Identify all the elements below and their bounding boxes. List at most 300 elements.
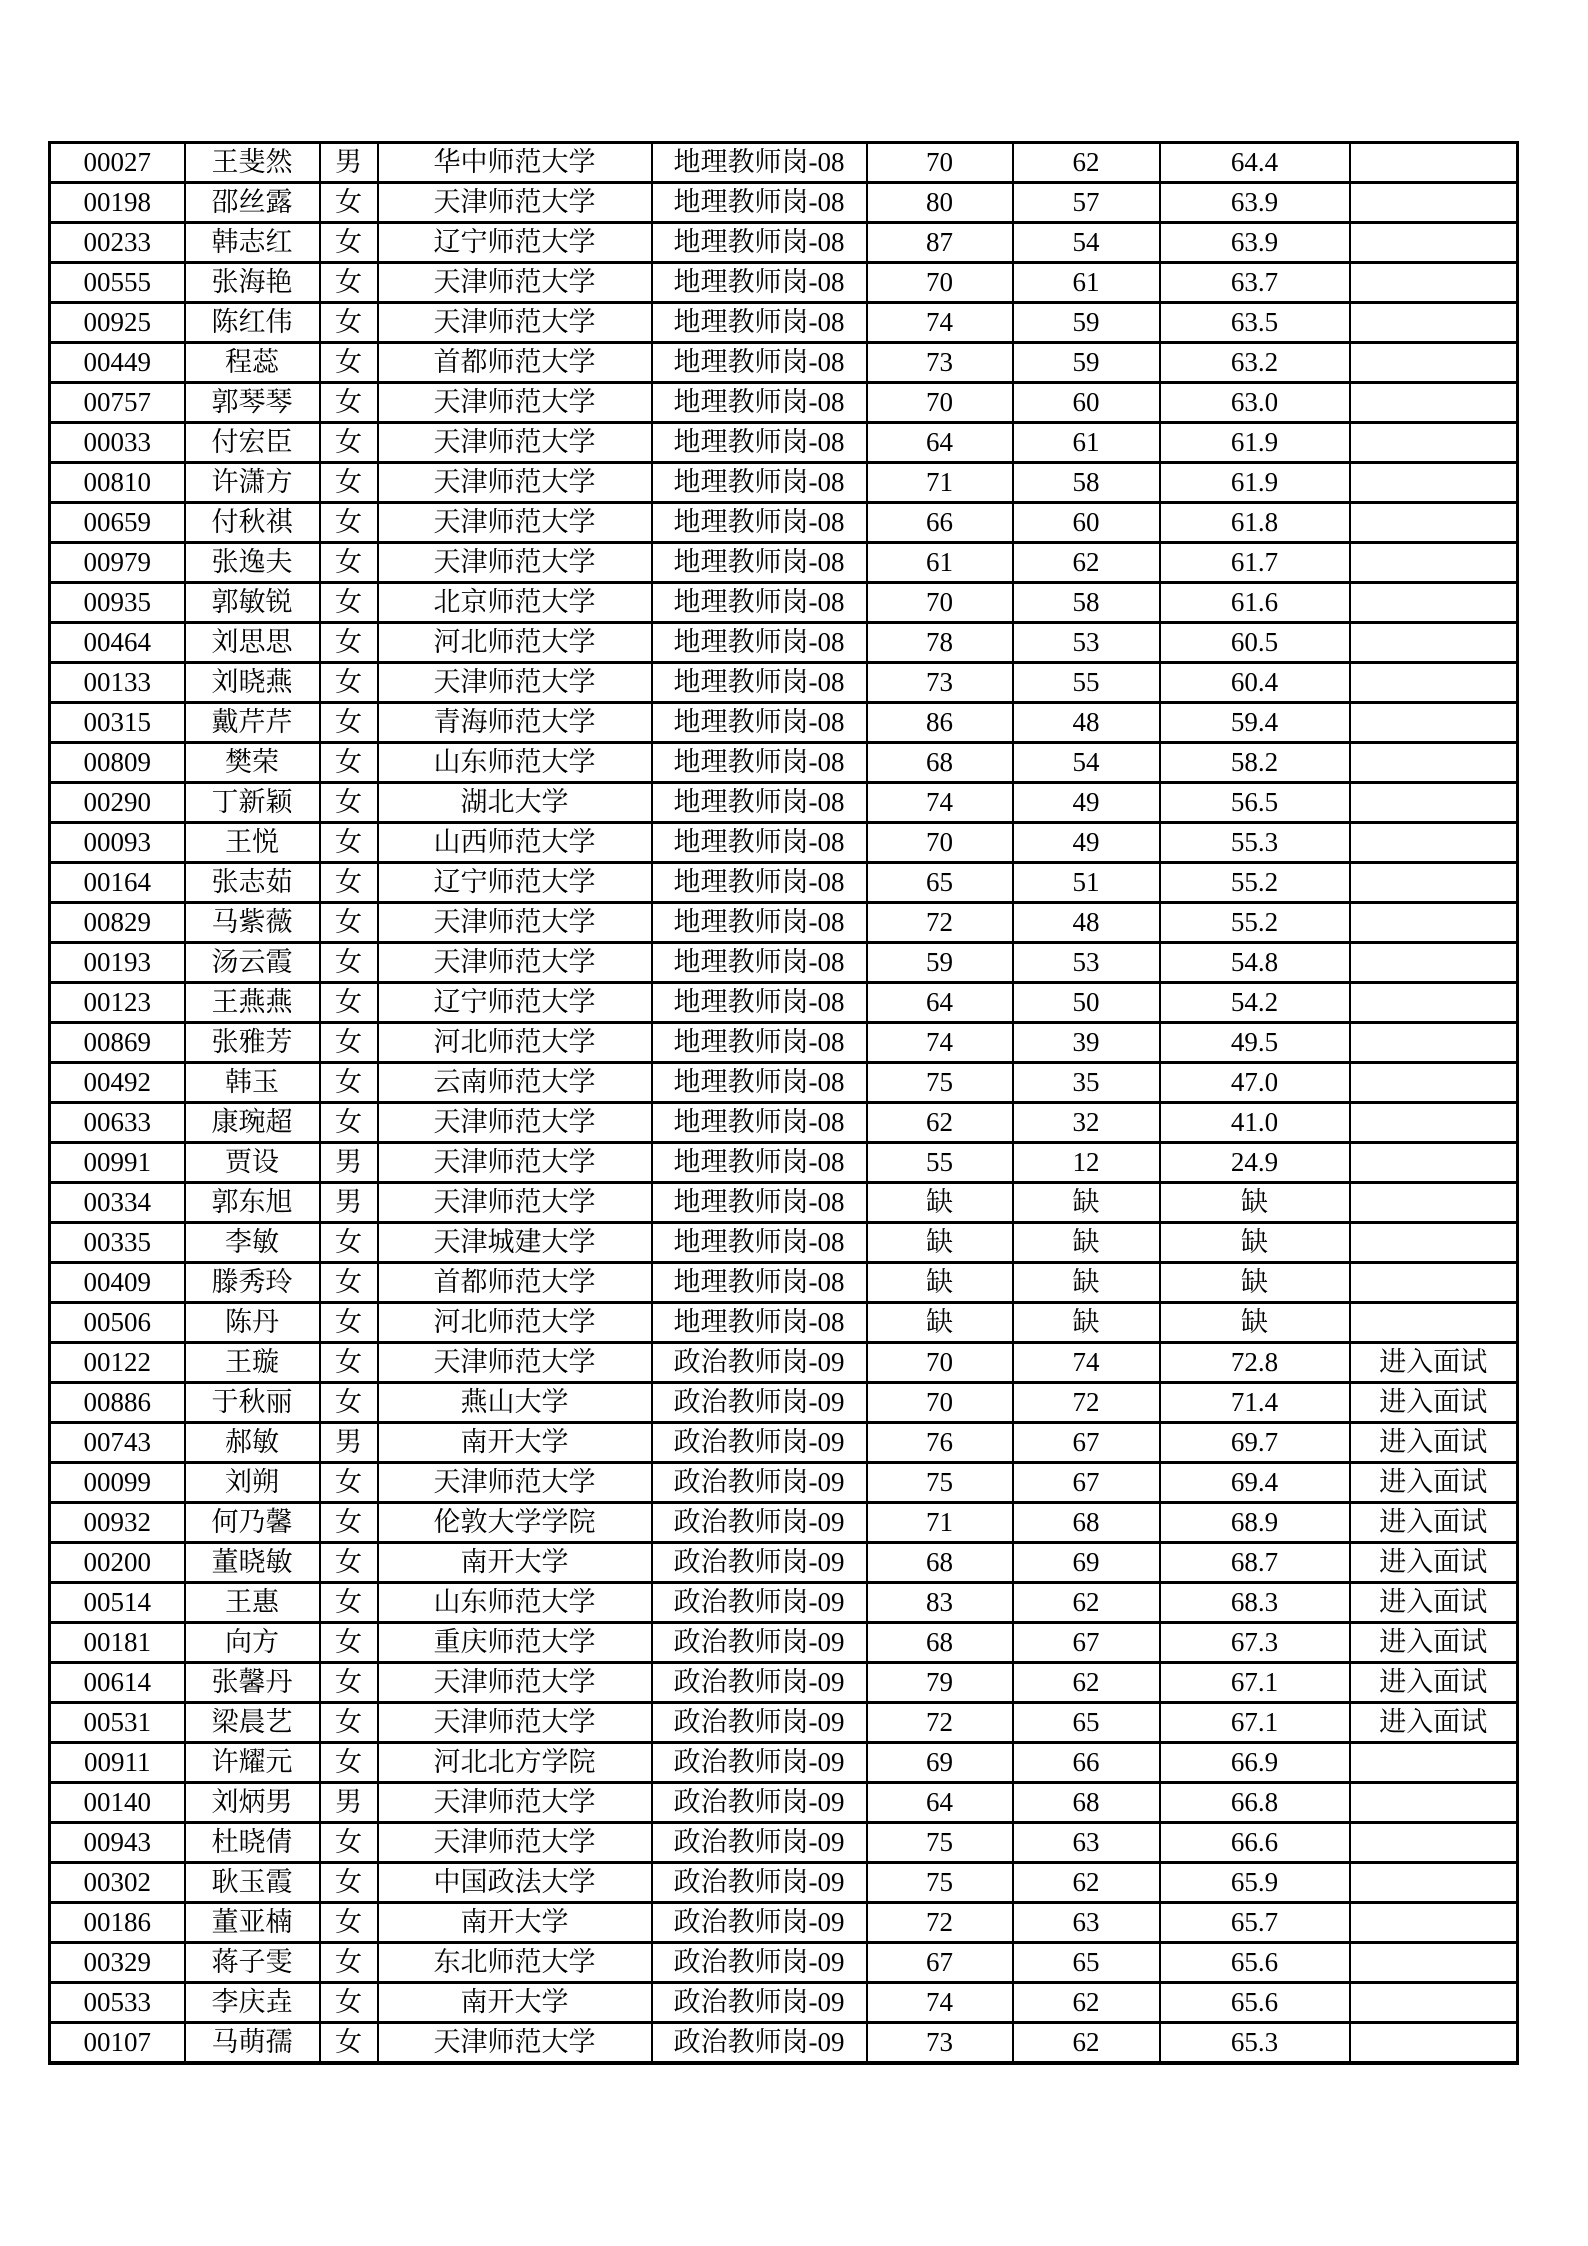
cell-university: 天津师范大学 (378, 1783, 652, 1823)
cell-id: 00329 (50, 1943, 185, 1983)
cell-position: 地理教师岗-08 (652, 1063, 867, 1103)
cell-remark (1350, 1863, 1518, 1903)
cell-remark (1350, 743, 1518, 783)
cell-final_score: 54.8 (1160, 943, 1350, 983)
cell-remark (1350, 1303, 1518, 1343)
table-row (50, 823, 1518, 863)
cell-remark (1350, 2023, 1518, 2064)
cell-final_score: 61.9 (1160, 423, 1350, 463)
cell-name: 李敏 (185, 1223, 320, 1263)
cell-position: 地理教师岗-08 (652, 743, 867, 783)
cell-id: 00829 (50, 903, 185, 943)
cell-score2: 57 (1013, 183, 1160, 223)
cell-final_score: 41.0 (1160, 1103, 1350, 1143)
cell-university: 中国政法大学 (378, 1863, 652, 1903)
table-row (50, 1383, 1518, 1423)
cell-university: 天津师范大学 (378, 943, 652, 983)
cell-score2: 65 (1013, 1703, 1160, 1743)
cell-id: 00932 (50, 1503, 185, 1543)
cell-score2: 74 (1013, 1343, 1160, 1383)
cell-final_score: 71.4 (1160, 1383, 1350, 1423)
cell-position: 政治教师岗-09 (652, 1663, 867, 1703)
table-row (50, 303, 1518, 343)
cell-university: 河北师范大学 (378, 623, 652, 663)
cell-final_score: 55.2 (1160, 903, 1350, 943)
cell-gender: 女 (320, 2023, 378, 2064)
cell-final_score: 65.3 (1160, 2023, 1350, 2064)
table-row (50, 1263, 1518, 1303)
cell-name: 程蕊 (185, 343, 320, 383)
cell-id: 00659 (50, 503, 185, 543)
cell-university: 南开大学 (378, 1543, 652, 1583)
cell-remark (1350, 143, 1518, 183)
cell-position: 政治教师岗-09 (652, 1783, 867, 1823)
cell-name: 王燕燕 (185, 983, 320, 1023)
cell-remark: 进入面试 (1350, 1343, 1518, 1383)
cell-name: 陈红伟 (185, 303, 320, 343)
cell-gender: 男 (320, 1143, 378, 1183)
cell-remark (1350, 303, 1518, 343)
cell-name: 丁新颖 (185, 783, 320, 823)
cell-score2: 32 (1013, 1103, 1160, 1143)
cell-score1: 61 (867, 543, 1013, 583)
cell-position: 地理教师岗-08 (652, 143, 867, 183)
cell-id: 00107 (50, 2023, 185, 2064)
cell-position: 政治教师岗-09 (652, 1463, 867, 1503)
cell-score2: 12 (1013, 1143, 1160, 1183)
cell-final_score: 66.6 (1160, 1823, 1350, 1863)
cell-id: 00027 (50, 143, 185, 183)
cell-position: 地理教师岗-08 (652, 183, 867, 223)
cell-university: 天津师范大学 (378, 1103, 652, 1143)
table-row (50, 1743, 1518, 1783)
cell-name: 张志茹 (185, 863, 320, 903)
cell-name: 郭东旭 (185, 1183, 320, 1223)
cell-id: 00164 (50, 863, 185, 903)
cell-score2: 54 (1013, 743, 1160, 783)
cell-position: 地理教师岗-08 (652, 663, 867, 703)
cell-position: 地理教师岗-08 (652, 1303, 867, 1343)
cell-score1: 缺 (867, 1263, 1013, 1303)
cell-university: 河北师范大学 (378, 1303, 652, 1343)
table-row (50, 1983, 1518, 2023)
cell-final_score: 67.1 (1160, 1663, 1350, 1703)
cell-name: 李庆垚 (185, 1983, 320, 2023)
table-row (50, 583, 1518, 623)
cell-final_score: 缺 (1160, 1303, 1350, 1343)
cell-final_score: 66.8 (1160, 1783, 1350, 1823)
cell-position: 政治教师岗-09 (652, 1943, 867, 1983)
cell-final_score: 24.9 (1160, 1143, 1350, 1183)
cell-gender: 女 (320, 1863, 378, 1903)
cell-id: 00531 (50, 1703, 185, 1743)
cell-score1: 67 (867, 1943, 1013, 1983)
cell-final_score: 63.7 (1160, 263, 1350, 303)
cell-score1: 70 (867, 583, 1013, 623)
cell-name: 王悦 (185, 823, 320, 863)
cell-position: 政治教师岗-09 (652, 1583, 867, 1623)
cell-gender: 男 (320, 1423, 378, 1463)
cell-gender: 女 (320, 223, 378, 263)
cell-gender: 女 (320, 343, 378, 383)
cell-remark (1350, 863, 1518, 903)
cell-final_score: 47.0 (1160, 1063, 1350, 1103)
cell-id: 00099 (50, 1463, 185, 1503)
cell-position: 政治教师岗-09 (652, 1623, 867, 1663)
cell-name: 董亚楠 (185, 1903, 320, 1943)
cell-score1: 68 (867, 1543, 1013, 1583)
cell-position: 政治教师岗-09 (652, 1343, 867, 1383)
cell-name: 陈丹 (185, 1303, 320, 1343)
cell-name: 付宏臣 (185, 423, 320, 463)
cell-final_score: 63.9 (1160, 223, 1350, 263)
cell-position: 地理教师岗-08 (652, 903, 867, 943)
cell-score2: 62 (1013, 143, 1160, 183)
cell-score1: 74 (867, 1983, 1013, 2023)
cell-gender: 女 (320, 1623, 378, 1663)
cell-university: 天津师范大学 (378, 303, 652, 343)
cell-gender: 女 (320, 623, 378, 663)
cell-position: 地理教师岗-08 (652, 343, 867, 383)
cell-final_score: 68.3 (1160, 1583, 1350, 1623)
cell-university: 辽宁师范大学 (378, 223, 652, 263)
cell-final_score: 缺 (1160, 1223, 1350, 1263)
table-row (50, 1543, 1518, 1583)
cell-university: 天津师范大学 (378, 543, 652, 583)
cell-final_score: 61.6 (1160, 583, 1350, 623)
cell-id: 00181 (50, 1623, 185, 1663)
cell-remark (1350, 663, 1518, 703)
cell-name: 张馨丹 (185, 1663, 320, 1703)
cell-score2: 39 (1013, 1023, 1160, 1063)
cell-remark (1350, 983, 1518, 1023)
cell-score1: 缺 (867, 1183, 1013, 1223)
cell-position: 地理教师岗-08 (652, 1023, 867, 1063)
cell-id: 00514 (50, 1583, 185, 1623)
cell-score1: 74 (867, 1023, 1013, 1063)
table-row (50, 1343, 1518, 1383)
cell-name: 向方 (185, 1623, 320, 1663)
cell-position: 地理教师岗-08 (652, 303, 867, 343)
cell-gender: 女 (320, 423, 378, 463)
cell-id: 00140 (50, 1783, 185, 1823)
cell-name: 王璇 (185, 1343, 320, 1383)
cell-university: 湖北大学 (378, 783, 652, 823)
cell-position: 地理教师岗-08 (652, 943, 867, 983)
cell-id: 00492 (50, 1063, 185, 1103)
cell-id: 00409 (50, 1263, 185, 1303)
cell-name: 王斐然 (185, 143, 320, 183)
cell-final_score: 54.2 (1160, 983, 1350, 1023)
cell-id: 00809 (50, 743, 185, 783)
cell-remark (1350, 583, 1518, 623)
cell-final_score: 67.1 (1160, 1703, 1350, 1743)
table-row (50, 1143, 1518, 1183)
cell-id: 00533 (50, 1983, 185, 2023)
cell-remark (1350, 463, 1518, 503)
cell-gender: 女 (320, 463, 378, 503)
cell-remark (1350, 1063, 1518, 1103)
cell-gender: 女 (320, 1583, 378, 1623)
cell-gender: 女 (320, 943, 378, 983)
cell-score2: 49 (1013, 783, 1160, 823)
cell-gender: 女 (320, 1383, 378, 1423)
cell-position: 地理教师岗-08 (652, 1263, 867, 1303)
cell-score2: 62 (1013, 1863, 1160, 1903)
table-row (50, 1703, 1518, 1743)
cell-id: 00302 (50, 1863, 185, 1903)
table-row (50, 1463, 1518, 1503)
cell-gender: 女 (320, 863, 378, 903)
cell-score2: 68 (1013, 1783, 1160, 1823)
cell-gender: 女 (320, 703, 378, 743)
cell-score2: 缺 (1013, 1263, 1160, 1303)
cell-score2: 35 (1013, 1063, 1160, 1103)
cell-position: 地理教师岗-08 (652, 1103, 867, 1143)
cell-score1: 68 (867, 743, 1013, 783)
cell-score1: 70 (867, 1383, 1013, 1423)
cell-id: 00911 (50, 1743, 185, 1783)
cell-remark (1350, 1903, 1518, 1943)
cell-score2: 59 (1013, 303, 1160, 343)
cell-name: 戴芹芹 (185, 703, 320, 743)
cell-gender: 女 (320, 1503, 378, 1543)
cell-university: 燕山大学 (378, 1383, 652, 1423)
cell-remark: 进入面试 (1350, 1623, 1518, 1663)
cell-score2: 49 (1013, 823, 1160, 863)
table-row (50, 183, 1518, 223)
cell-final_score: 72.8 (1160, 1343, 1350, 1383)
cell-score1: 71 (867, 1503, 1013, 1543)
cell-university: 天津师范大学 (378, 183, 652, 223)
cell-id: 00979 (50, 543, 185, 583)
cell-score2: 59 (1013, 343, 1160, 383)
cell-score2: 55 (1013, 663, 1160, 703)
cell-university: 东北师范大学 (378, 1943, 652, 1983)
cell-name: 耿玉霞 (185, 1863, 320, 1903)
cell-id: 00133 (50, 663, 185, 703)
cell-university: 天津师范大学 (378, 1143, 652, 1183)
cell-gender: 女 (320, 1943, 378, 1983)
cell-position: 政治教师岗-09 (652, 1423, 867, 1463)
cell-final_score: 66.9 (1160, 1743, 1350, 1783)
cell-score2: 63 (1013, 1903, 1160, 1943)
table-row (50, 1063, 1518, 1103)
cell-final_score: 58.2 (1160, 743, 1350, 783)
cell-final_score: 61.9 (1160, 463, 1350, 503)
cell-final_score: 64.4 (1160, 143, 1350, 183)
cell-gender: 女 (320, 543, 378, 583)
table-row (50, 1023, 1518, 1063)
cell-score2: 53 (1013, 623, 1160, 663)
cell-position: 地理教师岗-08 (652, 1143, 867, 1183)
cell-score1: 76 (867, 1423, 1013, 1463)
cell-id: 00555 (50, 263, 185, 303)
cell-score2: 58 (1013, 583, 1160, 623)
cell-score1: 73 (867, 343, 1013, 383)
cell-final_score: 缺 (1160, 1183, 1350, 1223)
table-row (50, 263, 1518, 303)
cell-score2: 66 (1013, 1743, 1160, 1783)
cell-score2: 67 (1013, 1423, 1160, 1463)
cell-position: 地理教师岗-08 (652, 543, 867, 583)
table-row (50, 343, 1518, 383)
table-row (50, 623, 1518, 663)
cell-position: 地理教师岗-08 (652, 703, 867, 743)
cell-university: 天津师范大学 (378, 383, 652, 423)
cell-name: 于秋丽 (185, 1383, 320, 1423)
cell-university: 南开大学 (378, 1423, 652, 1463)
cell-name: 梁晨艺 (185, 1703, 320, 1743)
cell-score2: 62 (1013, 1983, 1160, 2023)
cell-gender: 女 (320, 1703, 378, 1743)
cell-score2: 69 (1013, 1543, 1160, 1583)
cell-gender: 女 (320, 1303, 378, 1343)
cell-remark (1350, 383, 1518, 423)
cell-remark (1350, 903, 1518, 943)
cell-remark: 进入面试 (1350, 1663, 1518, 1703)
cell-score1: 55 (867, 1143, 1013, 1183)
cell-remark (1350, 343, 1518, 383)
cell-remark (1350, 783, 1518, 823)
table-row (50, 223, 1518, 263)
cell-position: 政治教师岗-09 (652, 1743, 867, 1783)
cell-id: 00334 (50, 1183, 185, 1223)
cell-name: 许耀元 (185, 1743, 320, 1783)
cell-position: 政治教师岗-09 (652, 1903, 867, 1943)
cell-score1: 75 (867, 1463, 1013, 1503)
cell-score2: 63 (1013, 1823, 1160, 1863)
table-row (50, 863, 1518, 903)
cell-gender: 女 (320, 383, 378, 423)
table-row (50, 1623, 1518, 1663)
cell-university: 天津师范大学 (378, 1823, 652, 1863)
cell-name: 张逸夫 (185, 543, 320, 583)
table-row (50, 1663, 1518, 1703)
cell-position: 地理教师岗-08 (652, 983, 867, 1023)
cell-university: 天津师范大学 (378, 503, 652, 543)
cell-score2: 缺 (1013, 1183, 1160, 1223)
cell-final_score: 63.0 (1160, 383, 1350, 423)
cell-score2: 53 (1013, 943, 1160, 983)
cell-name: 许潇方 (185, 463, 320, 503)
cell-score1: 71 (867, 463, 1013, 503)
cell-score1: 64 (867, 983, 1013, 1023)
table-row (50, 1903, 1518, 1943)
cell-id: 00093 (50, 823, 185, 863)
cell-gender: 女 (320, 263, 378, 303)
table-row (50, 703, 1518, 743)
cell-score1: 72 (867, 1903, 1013, 1943)
cell-name: 张雅芳 (185, 1023, 320, 1063)
cell-university: 北京师范大学 (378, 583, 652, 623)
cell-remark (1350, 703, 1518, 743)
cell-final_score: 63.5 (1160, 303, 1350, 343)
cell-name: 康琬超 (185, 1103, 320, 1143)
cell-gender: 女 (320, 1023, 378, 1063)
cell-score1: 66 (867, 503, 1013, 543)
cell-score2: 50 (1013, 983, 1160, 1023)
cell-score2: 62 (1013, 1663, 1160, 1703)
cell-university: 山东师范大学 (378, 1583, 652, 1623)
cell-position: 地理教师岗-08 (652, 823, 867, 863)
cell-gender: 女 (320, 823, 378, 863)
cell-final_score: 55.2 (1160, 863, 1350, 903)
cell-score2: 54 (1013, 223, 1160, 263)
cell-university: 天津城建大学 (378, 1223, 652, 1263)
cell-name: 何乃馨 (185, 1503, 320, 1543)
cell-final_score: 65.6 (1160, 1983, 1350, 2023)
cell-score1: 74 (867, 783, 1013, 823)
cell-final_score: 59.4 (1160, 703, 1350, 743)
cell-score1: 75 (867, 1063, 1013, 1103)
cell-gender: 女 (320, 663, 378, 703)
cell-score1: 64 (867, 423, 1013, 463)
cell-score1: 65 (867, 863, 1013, 903)
cell-final_score: 65.6 (1160, 1943, 1350, 1983)
cell-score1: 72 (867, 1703, 1013, 1743)
cell-score2: 72 (1013, 1383, 1160, 1423)
cell-score2: 缺 (1013, 1223, 1160, 1263)
cell-id: 00200 (50, 1543, 185, 1583)
cell-score1: 64 (867, 1783, 1013, 1823)
cell-gender: 女 (320, 183, 378, 223)
cell-remark (1350, 1263, 1518, 1303)
cell-gender: 女 (320, 783, 378, 823)
table-row (50, 1863, 1518, 1903)
cell-score2: 60 (1013, 383, 1160, 423)
cell-position: 地理教师岗-08 (652, 503, 867, 543)
cell-score1: 70 (867, 143, 1013, 183)
cell-id: 00193 (50, 943, 185, 983)
cell-score1: 73 (867, 2023, 1013, 2064)
cell-university: 青海师范大学 (378, 703, 652, 743)
cell-score1: 75 (867, 1823, 1013, 1863)
cell-position: 政治教师岗-09 (652, 1823, 867, 1863)
cell-name: 董晓敏 (185, 1543, 320, 1583)
cell-gender: 女 (320, 1983, 378, 2023)
table-row (50, 1103, 1518, 1143)
table-row (50, 903, 1518, 943)
cell-id: 00810 (50, 463, 185, 503)
cell-name: 韩玉 (185, 1063, 320, 1103)
table-row (50, 1783, 1518, 1823)
cell-score1: 73 (867, 663, 1013, 703)
cell-score1: 62 (867, 1103, 1013, 1143)
table-row (50, 1943, 1518, 1983)
table-row (50, 743, 1518, 783)
cell-id: 00233 (50, 223, 185, 263)
table-row (50, 1583, 1518, 1623)
cell-university: 首都师范大学 (378, 343, 652, 383)
cell-id: 00757 (50, 383, 185, 423)
cell-gender: 女 (320, 1463, 378, 1503)
table-row (50, 783, 1518, 823)
cell-remark: 进入面试 (1350, 1423, 1518, 1463)
cell-gender: 女 (320, 1663, 378, 1703)
cell-university: 云南师范大学 (378, 1063, 652, 1103)
table-row (50, 143, 1518, 183)
cell-score2: 48 (1013, 703, 1160, 743)
cell-id: 00633 (50, 1103, 185, 1143)
cell-name: 刘晓燕 (185, 663, 320, 703)
score-table (48, 141, 1519, 2065)
table-row (50, 1503, 1518, 1543)
cell-remark (1350, 543, 1518, 583)
cell-position: 地理教师岗-08 (652, 423, 867, 463)
cell-final_score: 缺 (1160, 1263, 1350, 1303)
cell-gender: 女 (320, 1903, 378, 1943)
